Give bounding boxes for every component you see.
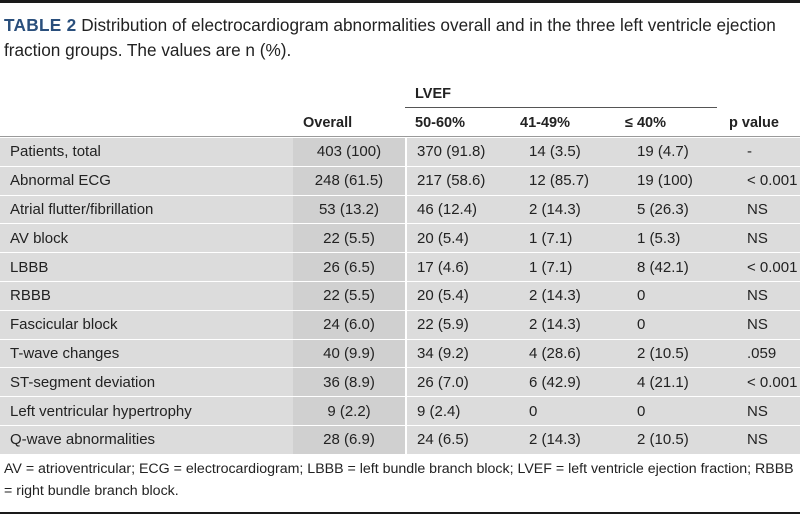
cell-lvef-50-60: 24 (6.5) — [405, 426, 521, 454]
table-row — [0, 253, 800, 281]
row-label: RBBB — [0, 282, 293, 310]
cell-p-value: < 0.001 — [737, 253, 800, 281]
cell-lvef-le-40: 19 (100) — [629, 167, 737, 195]
cell-lvef-le-40: 4 (21.1) — [629, 368, 737, 396]
cell-lvef-50-60: 46 (12.4) — [405, 196, 521, 224]
table-row — [0, 426, 800, 454]
cell-overall: 9 (2.2) — [293, 397, 405, 425]
cell-lvef-50-60: 217 (58.6) — [405, 167, 521, 195]
row-label: LBBB — [0, 253, 293, 281]
cell-p-value: .059 — [737, 340, 800, 368]
cell-lvef-le-40: 2 (10.5) — [629, 426, 737, 454]
cell-lvef-41-49: 14 (3.5) — [521, 138, 629, 166]
row-label: AV block — [0, 224, 293, 252]
row-label: Left ventricular hypertrophy — [0, 397, 293, 425]
cell-lvef-41-49: 4 (28.6) — [521, 340, 629, 368]
table-body — [0, 138, 800, 454]
header-overall: Overall — [303, 115, 353, 131]
header-p-value: p value — [729, 115, 779, 131]
cell-lvef-le-40: 5 (26.3) — [629, 196, 737, 224]
top-rule — [0, 0, 800, 3]
bottom-rule — [0, 512, 800, 514]
cell-lvef-50-60: 34 (9.2) — [405, 340, 521, 368]
header-lvef-41-49: 41-49% — [520, 115, 570, 131]
caption-text: Distribution of electrocardiogram abnormalities overall and in the three left ventricle ejection fraction groups. The values are n (%). — [4, 15, 776, 60]
cell-lvef-41-49: 2 (14.3) — [521, 311, 629, 339]
cell-overall: 28 (6.9) — [293, 426, 405, 454]
table-row — [0, 340, 800, 368]
cell-lvef-41-49: 6 (42.9) — [521, 368, 629, 396]
cell-p-value: NS — [737, 282, 800, 310]
cell-p-value: - — [737, 138, 800, 166]
row-label: Q-wave abnormalities — [0, 426, 293, 454]
row-label: T-wave changes — [0, 340, 293, 368]
table-row — [0, 167, 800, 195]
table-row — [0, 368, 800, 396]
cell-lvef-50-60: 22 (5.9) — [405, 311, 521, 339]
cell-overall: 26 (6.5) — [293, 253, 405, 281]
cell-lvef-50-60: 20 (5.4) — [405, 224, 521, 252]
table-footnote: AV = atrioventricular; ECG = electrocardiogram; LBBB = left bundle branch block; LVEF = left ventricle ejection fraction; RBBB = right bundle branch block. — [4, 461, 794, 499]
cell-lvef-le-40: 2 (10.5) — [629, 340, 737, 368]
cell-p-value: < 0.001 — [737, 368, 800, 396]
row-label: Patients, total — [0, 138, 293, 166]
cell-lvef-50-60: 17 (4.6) — [405, 253, 521, 281]
row-label: Fascicular block — [0, 311, 293, 339]
cell-lvef-41-49: 1 (7.1) — [521, 253, 629, 281]
cell-overall: 22 (5.5) — [293, 282, 405, 310]
table-row — [0, 196, 800, 224]
table-row — [0, 397, 800, 425]
data-table — [0, 137, 800, 455]
cell-overall: 248 (61.5) — [293, 167, 405, 195]
cell-overall: 403 (100) — [293, 138, 405, 166]
cell-p-value: NS — [737, 224, 800, 252]
table-row — [0, 138, 800, 166]
cell-p-value: < 0.001 — [737, 167, 800, 195]
cell-lvef-41-49: 2 (14.3) — [521, 426, 629, 454]
cell-lvef-50-60: 370 (91.8) — [405, 138, 521, 166]
cell-lvef-le-40: 1 (5.3) — [629, 224, 737, 252]
cell-lvef-50-60: 20 (5.4) — [405, 282, 521, 310]
cell-lvef-41-49: 1 (7.1) — [521, 224, 629, 252]
cell-overall: 40 (9.9) — [293, 340, 405, 368]
cell-p-value: NS — [737, 196, 800, 224]
cell-overall: 24 (6.0) — [293, 311, 405, 339]
row-label: Abnormal ECG — [0, 167, 293, 195]
table-row — [0, 282, 800, 310]
table-caption — [4, 13, 794, 63]
cell-lvef-41-49: 0 — [521, 397, 629, 425]
cell-p-value: NS — [737, 311, 800, 339]
cell-lvef-41-49: 12 (85.7) — [521, 167, 629, 195]
header-lvef-50-60: 50-60% — [415, 115, 465, 131]
lvef-group-rule — [405, 107, 717, 108]
cell-lvef-le-40: 19 (4.7) — [629, 138, 737, 166]
cell-lvef-le-40: 0 — [629, 282, 737, 310]
header-lvef-group: LVEF — [415, 86, 451, 102]
cell-lvef-50-60: 26 (7.0) — [405, 368, 521, 396]
cell-p-value: NS — [737, 426, 800, 454]
cell-overall: 22 (5.5) — [293, 224, 405, 252]
cell-overall: 53 (13.2) — [293, 196, 405, 224]
table-label: TABLE 2 — [4, 15, 77, 35]
table-row — [0, 311, 800, 339]
cell-lvef-le-40: 0 — [629, 397, 737, 425]
table-row — [0, 224, 800, 252]
header-lvef-le-40: ≤ 40% — [625, 115, 667, 131]
cell-lvef-41-49: 2 (14.3) — [521, 282, 629, 310]
cell-overall: 36 (8.9) — [293, 368, 405, 396]
row-label: ST-segment deviation — [0, 368, 293, 396]
cell-lvef-le-40: 0 — [629, 311, 737, 339]
cell-lvef-le-40: 8 (42.1) — [629, 253, 737, 281]
cell-lvef-50-60: 9 (2.4) — [405, 397, 521, 425]
row-label: Atrial flutter/fibrillation — [0, 196, 293, 224]
cell-p-value: NS — [737, 397, 800, 425]
cell-lvef-41-49: 2 (14.3) — [521, 196, 629, 224]
